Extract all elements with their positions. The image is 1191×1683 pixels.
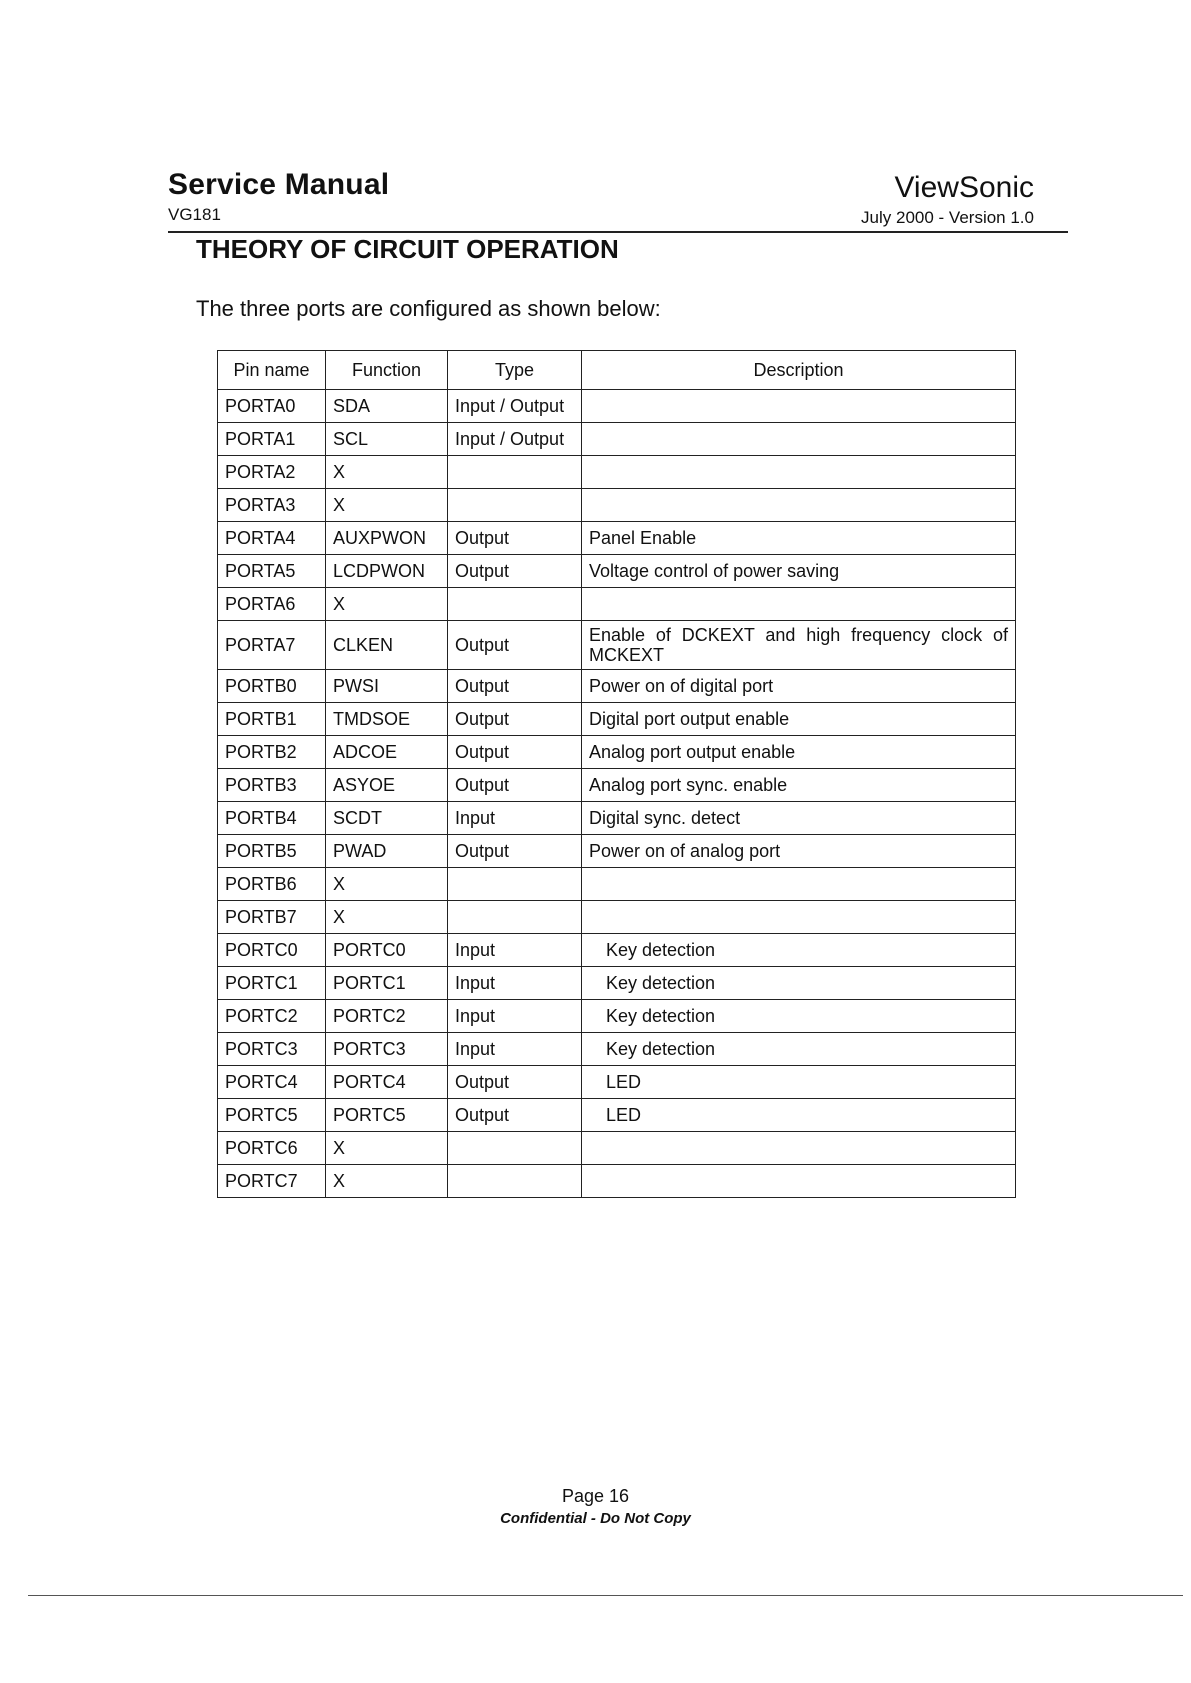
table-row [218, 621, 1016, 670]
cell-pin: PORTA6 [218, 588, 326, 621]
cell-description: Analog port sync. enable [582, 769, 1016, 802]
bottom-rule [28, 1595, 1183, 1596]
cell-pin: PORTB2 [218, 736, 326, 769]
table-header-row [218, 351, 1016, 390]
cell-pin: PORTB1 [218, 703, 326, 736]
cell-type: Output [448, 670, 582, 703]
cell-type [448, 588, 582, 621]
table-row [218, 588, 1016, 621]
cell-type: Output [448, 1066, 582, 1099]
table-row [218, 522, 1016, 555]
cell-pin: PORTB6 [218, 868, 326, 901]
cell-function: ADCOE [326, 736, 448, 769]
cell-description [582, 456, 1016, 489]
table-row [218, 934, 1016, 967]
cell-description: Key detection [582, 1033, 1016, 1066]
cell-description [582, 1165, 1016, 1198]
column-header-pin-name: Pin name [218, 351, 326, 390]
cell-function: PORTC4 [326, 1066, 448, 1099]
cell-type: Output [448, 621, 582, 670]
cell-description: Voltage control of power saving [582, 555, 1016, 588]
cell-type: Output [448, 555, 582, 588]
table-row [218, 1033, 1016, 1066]
cell-pin: PORTB4 [218, 802, 326, 835]
table-row [218, 1132, 1016, 1165]
cell-pin: PORTB5 [218, 835, 326, 868]
cell-description: Power on of digital port [582, 670, 1016, 703]
cell-pin: PORTA7 [218, 621, 326, 670]
cell-description: Key detection [582, 934, 1016, 967]
cell-type: Input / Output [448, 423, 582, 456]
cell-pin: PORTC1 [218, 967, 326, 1000]
cell-type: Input [448, 967, 582, 1000]
table-row [218, 769, 1016, 802]
table-row [218, 802, 1016, 835]
cell-type: Input / Output [448, 390, 582, 423]
cell-pin: PORTC6 [218, 1132, 326, 1165]
cell-type: Input [448, 934, 582, 967]
cell-description [582, 868, 1016, 901]
cell-type [448, 456, 582, 489]
table-row [218, 1000, 1016, 1033]
cell-pin: PORTB0 [218, 670, 326, 703]
cell-pin: PORTA4 [218, 522, 326, 555]
table-row [218, 456, 1016, 489]
cell-pin: PORTC4 [218, 1066, 326, 1099]
cell-function: AUXPWON [326, 522, 448, 555]
table-row [218, 703, 1016, 736]
table-row [218, 1066, 1016, 1099]
cell-description: Power on of analog port [582, 835, 1016, 868]
cell-function: ASYOE [326, 769, 448, 802]
cell-pin: PORTC5 [218, 1099, 326, 1132]
cell-pin: PORTB3 [218, 769, 326, 802]
cell-function: PORTC5 [326, 1099, 448, 1132]
cell-function: CLKEN [326, 621, 448, 670]
cell-function: PORTC3 [326, 1033, 448, 1066]
table-row [218, 901, 1016, 934]
cell-description: Digital sync. detect [582, 802, 1016, 835]
cell-function: PORTC0 [326, 934, 448, 967]
cell-description: Enable of DCKEXT and high frequency clock of MCKEXT [582, 621, 1016, 670]
column-header-function: Function [326, 351, 448, 390]
cell-type [448, 868, 582, 901]
table-row [218, 1099, 1016, 1132]
cell-type [448, 901, 582, 934]
cell-description: LED [582, 1066, 1016, 1099]
cell-pin: PORTC7 [218, 1165, 326, 1198]
table-row [218, 423, 1016, 456]
cell-description [582, 901, 1016, 934]
cell-type: Input [448, 1000, 582, 1033]
cell-function: SCL [326, 423, 448, 456]
header-brand: ViewSonic [894, 171, 1034, 204]
header-version: July 2000 - Version 1.0 [861, 208, 1034, 227]
cell-function: X [326, 489, 448, 522]
confidential-notice: Confidential - Do Not Copy [500, 1510, 691, 1527]
cell-type [448, 489, 582, 522]
cell-function: X [326, 901, 448, 934]
cell-type: Output [448, 736, 582, 769]
cell-type: Output [448, 835, 582, 868]
cell-description: LED [582, 1099, 1016, 1132]
header-rule [168, 231, 1068, 233]
cell-pin: PORTC3 [218, 1033, 326, 1066]
table-row [218, 967, 1016, 1000]
cell-type: Output [448, 1099, 582, 1132]
cell-type: Output [448, 769, 582, 802]
table-row [218, 489, 1016, 522]
page-number: Page 16 [561, 1486, 630, 1506]
cell-function: LCDPWON [326, 555, 448, 588]
cell-pin: PORTB7 [218, 901, 326, 934]
cell-type [448, 1165, 582, 1198]
cell-function: SCDT [326, 802, 448, 835]
table-row [218, 736, 1016, 769]
intro-text: The three ports are configured as shown below: [196, 296, 661, 321]
cell-description: Digital port output enable [582, 703, 1016, 736]
cell-type: Input [448, 802, 582, 835]
cell-function: PORTC1 [326, 967, 448, 1000]
cell-description [582, 588, 1016, 621]
cell-type: Output [448, 703, 582, 736]
cell-pin: PORTC2 [218, 1000, 326, 1033]
table-body [218, 390, 1016, 1198]
cell-description: Key detection [582, 967, 1016, 1000]
pin-configuration-table [217, 350, 1016, 1198]
cell-function: SDA [326, 390, 448, 423]
cell-function: X [326, 588, 448, 621]
cell-pin: PORTA2 [218, 456, 326, 489]
cell-function: X [326, 868, 448, 901]
table-row [218, 670, 1016, 703]
column-header-description: Description [582, 351, 1016, 390]
cell-description [582, 423, 1016, 456]
table-row [218, 1165, 1016, 1198]
cell-type: Input [448, 1033, 582, 1066]
cell-description [582, 489, 1016, 522]
table-row [218, 390, 1016, 423]
cell-pin: PORTA0 [218, 390, 326, 423]
cell-pin: PORTA1 [218, 423, 326, 456]
cell-function: X [326, 456, 448, 489]
cell-pin: PORTA3 [218, 489, 326, 522]
cell-type: Output [448, 522, 582, 555]
table-row [218, 835, 1016, 868]
cell-function: X [326, 1165, 448, 1198]
column-header-type: Type [448, 351, 582, 390]
table-row [218, 555, 1016, 588]
header-title: Service Manual [168, 168, 390, 201]
cell-description [582, 1132, 1016, 1165]
cell-description: Analog port output enable [582, 736, 1016, 769]
cell-function: PORTC2 [326, 1000, 448, 1033]
section-heading: THEORY OF CIRCUIT OPERATION [196, 234, 619, 264]
table-row [218, 868, 1016, 901]
cell-type [448, 1132, 582, 1165]
cell-function: X [326, 1132, 448, 1165]
cell-function: TMDSOE [326, 703, 448, 736]
cell-description [582, 390, 1016, 423]
header-model: VG181 [168, 205, 221, 224]
cell-function: PWAD [326, 835, 448, 868]
cell-description: Panel Enable [582, 522, 1016, 555]
cell-function: PWSI [326, 670, 448, 703]
cell-description: Key detection [582, 1000, 1016, 1033]
cell-pin: PORTA5 [218, 555, 326, 588]
cell-pin: PORTC0 [218, 934, 326, 967]
